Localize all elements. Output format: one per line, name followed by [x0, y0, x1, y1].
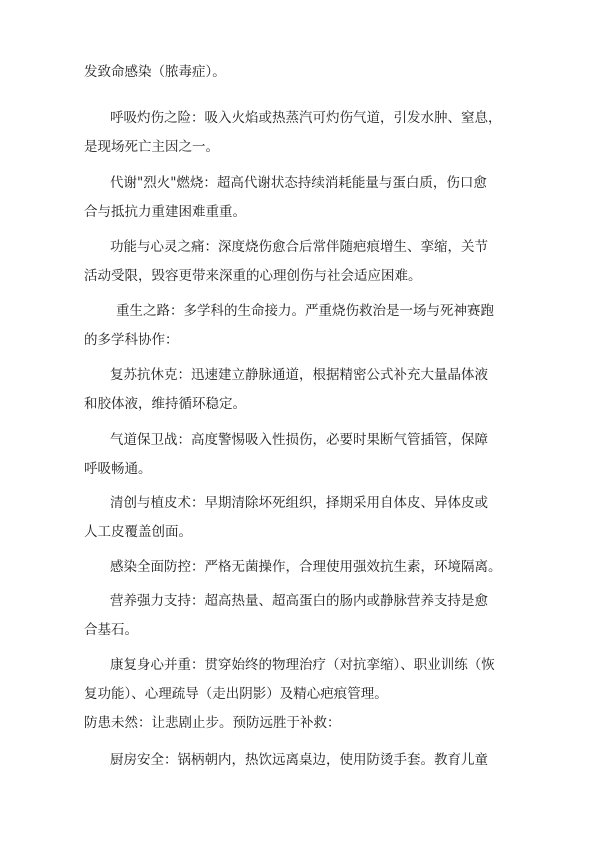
text-line: 呼吸灼伤之险：吸入火焰或热蒸汽可灼伤气道，引发水肿、窒息， — [110, 110, 502, 126]
text-line: 代谢"烈火"燃烧：超高代谢状态持续消耗能量与蛋白质，伤口愈 — [110, 175, 487, 191]
text-line: 的多学科协作： — [84, 332, 179, 348]
text-line: 防患未然：让悲剧止步。预防远胜于补救： — [84, 715, 341, 731]
text-line: 是现场死亡主因之一。 — [84, 139, 219, 155]
text-line: 复功能）、心理疏导（走出阴影）及精心疤痕管理。 — [84, 686, 388, 702]
text-line: 和胶体液，维持循环稳定。 — [84, 396, 246, 412]
text-line: 复苏抗休克：迅速建立静脉通道，根据精密公式补充大量晶体液 — [110, 367, 488, 383]
text-line: 气道保卫战：高度警惕吸入性损伤，必要时果断气管插管，保障 — [110, 432, 488, 448]
text-line: 呼吸畅通。 — [84, 461, 152, 477]
text-line: 发致命感染（脓毒症）。 — [84, 64, 226, 80]
text-line: 感染全面防控：严格无菌操作，合理使用强效抗生素，环境隔离。 — [110, 559, 502, 575]
text-line: 营养强力支持：超高热量、超高蛋白的肠内或静脉营养支持是愈 — [110, 593, 488, 609]
text-line: 人工皮覆盖创面。 — [84, 524, 192, 540]
text-line: 重生之路：多学科的生命接力。严重烧伤救治是一场与死神赛跑 — [116, 303, 494, 319]
text-line: 合与抵抗力重建困难重重。 — [84, 204, 246, 220]
text-line: 合基石。 — [84, 622, 138, 638]
text-line: 厨房安全：锅柄朝内，热饮远离桌边，使用防烫手套。教育儿童 — [110, 752, 488, 768]
text-line: 清创与植皮术：早期清除坏死组织，择期采用自体皮、异体皮或 — [110, 495, 488, 511]
text-line: 功能与心灵之痛：深度烧伤愈合后常伴随疤痕增生、挛缩，关节 — [110, 239, 488, 255]
text-line: 活动受限，毁容更带来深重的心理创伤与社会适应困难。 — [84, 268, 422, 284]
text-line: 康复身心并重：贯穿始终的物理治疗（对抗挛缩）、职业训练（恢 — [110, 657, 495, 673]
